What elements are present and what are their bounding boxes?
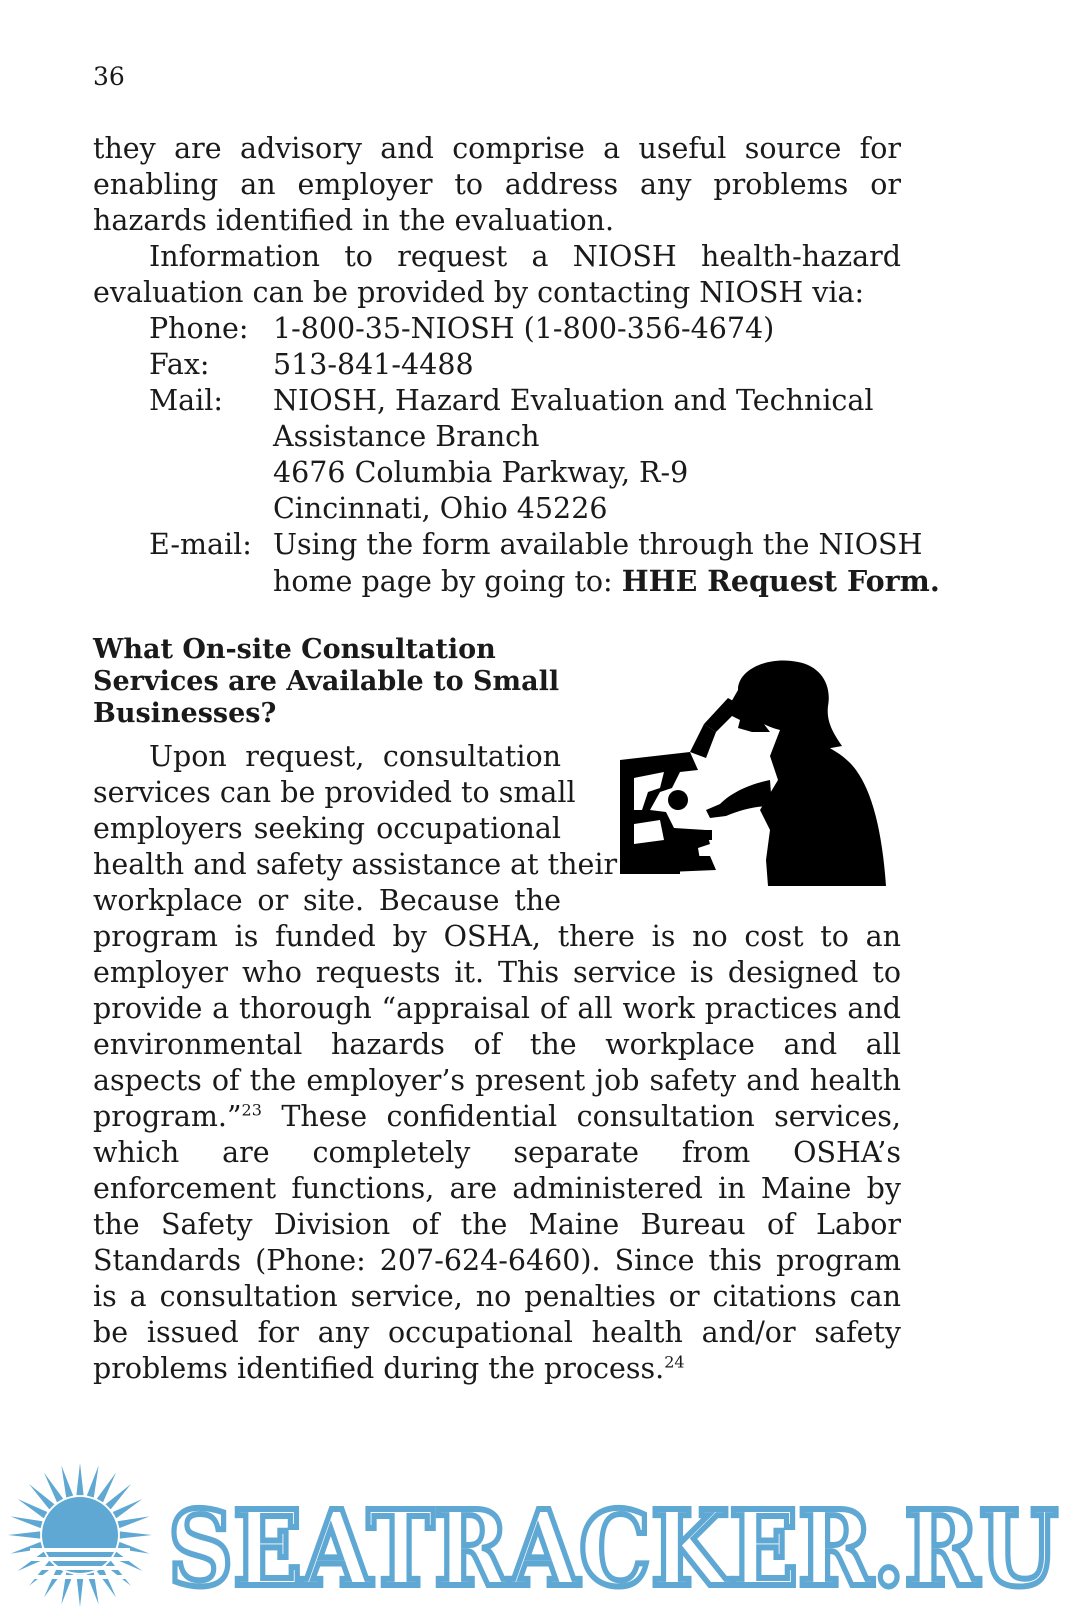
sun-ray xyxy=(44,1473,63,1503)
wrap-line xyxy=(93,775,576,811)
word: site. xyxy=(302,884,365,917)
wrapped-paragraph xyxy=(93,739,618,919)
intro-paragraph-2: Information to request a NIOSH health-hazard evaluation can be provided by contacting NIOSH via: xyxy=(93,240,901,309)
sun-stripe xyxy=(30,1566,130,1570)
email-label: E-mail: xyxy=(149,528,252,561)
word: services can be provided to small xyxy=(93,776,576,809)
sun-stripe xyxy=(30,1575,130,1579)
sun-ray xyxy=(113,1499,143,1518)
sun-ray xyxy=(8,1531,40,1538)
sun-ray xyxy=(76,1463,83,1495)
word: seeking xyxy=(253,812,366,845)
page-number: 36 xyxy=(93,62,125,91)
fax-label: Fax: xyxy=(149,348,210,381)
watermark-text: SEATRACKER.RU xyxy=(168,1487,1058,1610)
phone-value: 1-800-35-NIOSH (1-800-356-4674) xyxy=(273,312,775,345)
sun-ray xyxy=(76,1575,83,1607)
mail-line: Cincinnati, Ohio 45226 xyxy=(273,492,608,525)
hhe-request-form-link[interactable]: HHE Request Form. xyxy=(621,564,940,598)
wrap-line xyxy=(93,883,561,919)
sun-ray xyxy=(61,1465,73,1497)
mail-address xyxy=(273,383,909,527)
sun-ray xyxy=(29,1484,54,1509)
section-heading xyxy=(93,634,563,730)
wrap-line xyxy=(93,739,561,775)
heading-line: Services are Available to Small xyxy=(93,666,560,697)
sun-stripe xyxy=(30,1548,130,1552)
email-line-2 xyxy=(273,563,940,600)
sun-stripe xyxy=(30,1557,130,1561)
sun-ray xyxy=(120,1531,152,1538)
contact-email xyxy=(149,527,940,600)
sun-ray xyxy=(97,1473,116,1503)
fax-value: 513-841-4488 xyxy=(273,348,474,381)
email-value xyxy=(273,527,940,600)
word: request, xyxy=(245,740,365,773)
heading-line: What On-site Consultation xyxy=(93,634,496,665)
seatracker-watermark xyxy=(0,1460,1080,1620)
contact-mail xyxy=(149,383,909,527)
sun-ray xyxy=(10,1516,42,1528)
email-line-2-prefix: home page by going to: xyxy=(273,565,622,598)
mail-line: Assistance Branch xyxy=(273,420,540,453)
body-text: program is funded by OSHA, there is no cost to an employer who requests it. This service is designed to provide a thorough “appraisal of all work practices and environmental hazards of the workplace and all aspects of the employer’s present job safety and health program.” xyxy=(93,920,901,1133)
word: workplace xyxy=(93,884,243,917)
heading-line: Businesses? xyxy=(93,698,277,729)
body-text-2: These confidential consultation services, which are completely separate from OSHA’s enforcement functions, are administered in Maine by the Safety Division of the Maine Bureau of Labor Standards (Phone: 207-624-6460). Since this program is a consultation service, no penalties or citations can be issued for any occupational health and/or safety problems identified during the process. xyxy=(93,1100,901,1385)
contact-phone xyxy=(149,311,909,347)
mail-label: Mail: xyxy=(149,384,224,417)
sun-ray xyxy=(29,1561,54,1586)
wrap-line xyxy=(93,847,618,883)
intro-text xyxy=(93,131,901,311)
word: health and safety assistance at their xyxy=(93,848,618,881)
sun-ray xyxy=(44,1568,63,1598)
word: the xyxy=(514,884,561,917)
sun-ray xyxy=(87,1465,99,1497)
word: occupational xyxy=(376,812,561,845)
contact-fax xyxy=(149,347,909,383)
body-paragraph xyxy=(93,919,901,1387)
footnote-24[interactable]: 24 xyxy=(664,1352,685,1372)
word: Because xyxy=(378,884,500,917)
mail-line: 4676 Columbia Parkway, R-9 xyxy=(273,456,689,489)
wrap-line xyxy=(93,811,561,847)
sun-ray xyxy=(118,1516,150,1528)
word: consultation xyxy=(382,740,561,773)
sun-ray xyxy=(106,1561,131,1586)
word: Upon xyxy=(149,740,227,773)
mail-line: NIOSH, Hazard Evaluation and Technical xyxy=(273,384,874,417)
sun-ray xyxy=(106,1484,131,1509)
microscope-silhouette xyxy=(620,660,890,890)
phone-label: Phone: xyxy=(149,312,249,345)
email-line-1: Using the form available through the NIOSH xyxy=(273,528,923,561)
word: or xyxy=(257,884,289,917)
contact-list xyxy=(149,311,940,600)
sun-ray xyxy=(18,1499,48,1518)
sun-icon xyxy=(8,1463,152,1607)
footnote-23[interactable]: 23 xyxy=(241,1100,262,1120)
sun-ray xyxy=(97,1568,116,1598)
intro-paragraph-1: they are advisory and comprise a useful source for enabling an employer to address any problems or hazards identified in the evaluation. xyxy=(93,132,901,237)
word: employers xyxy=(93,812,243,845)
